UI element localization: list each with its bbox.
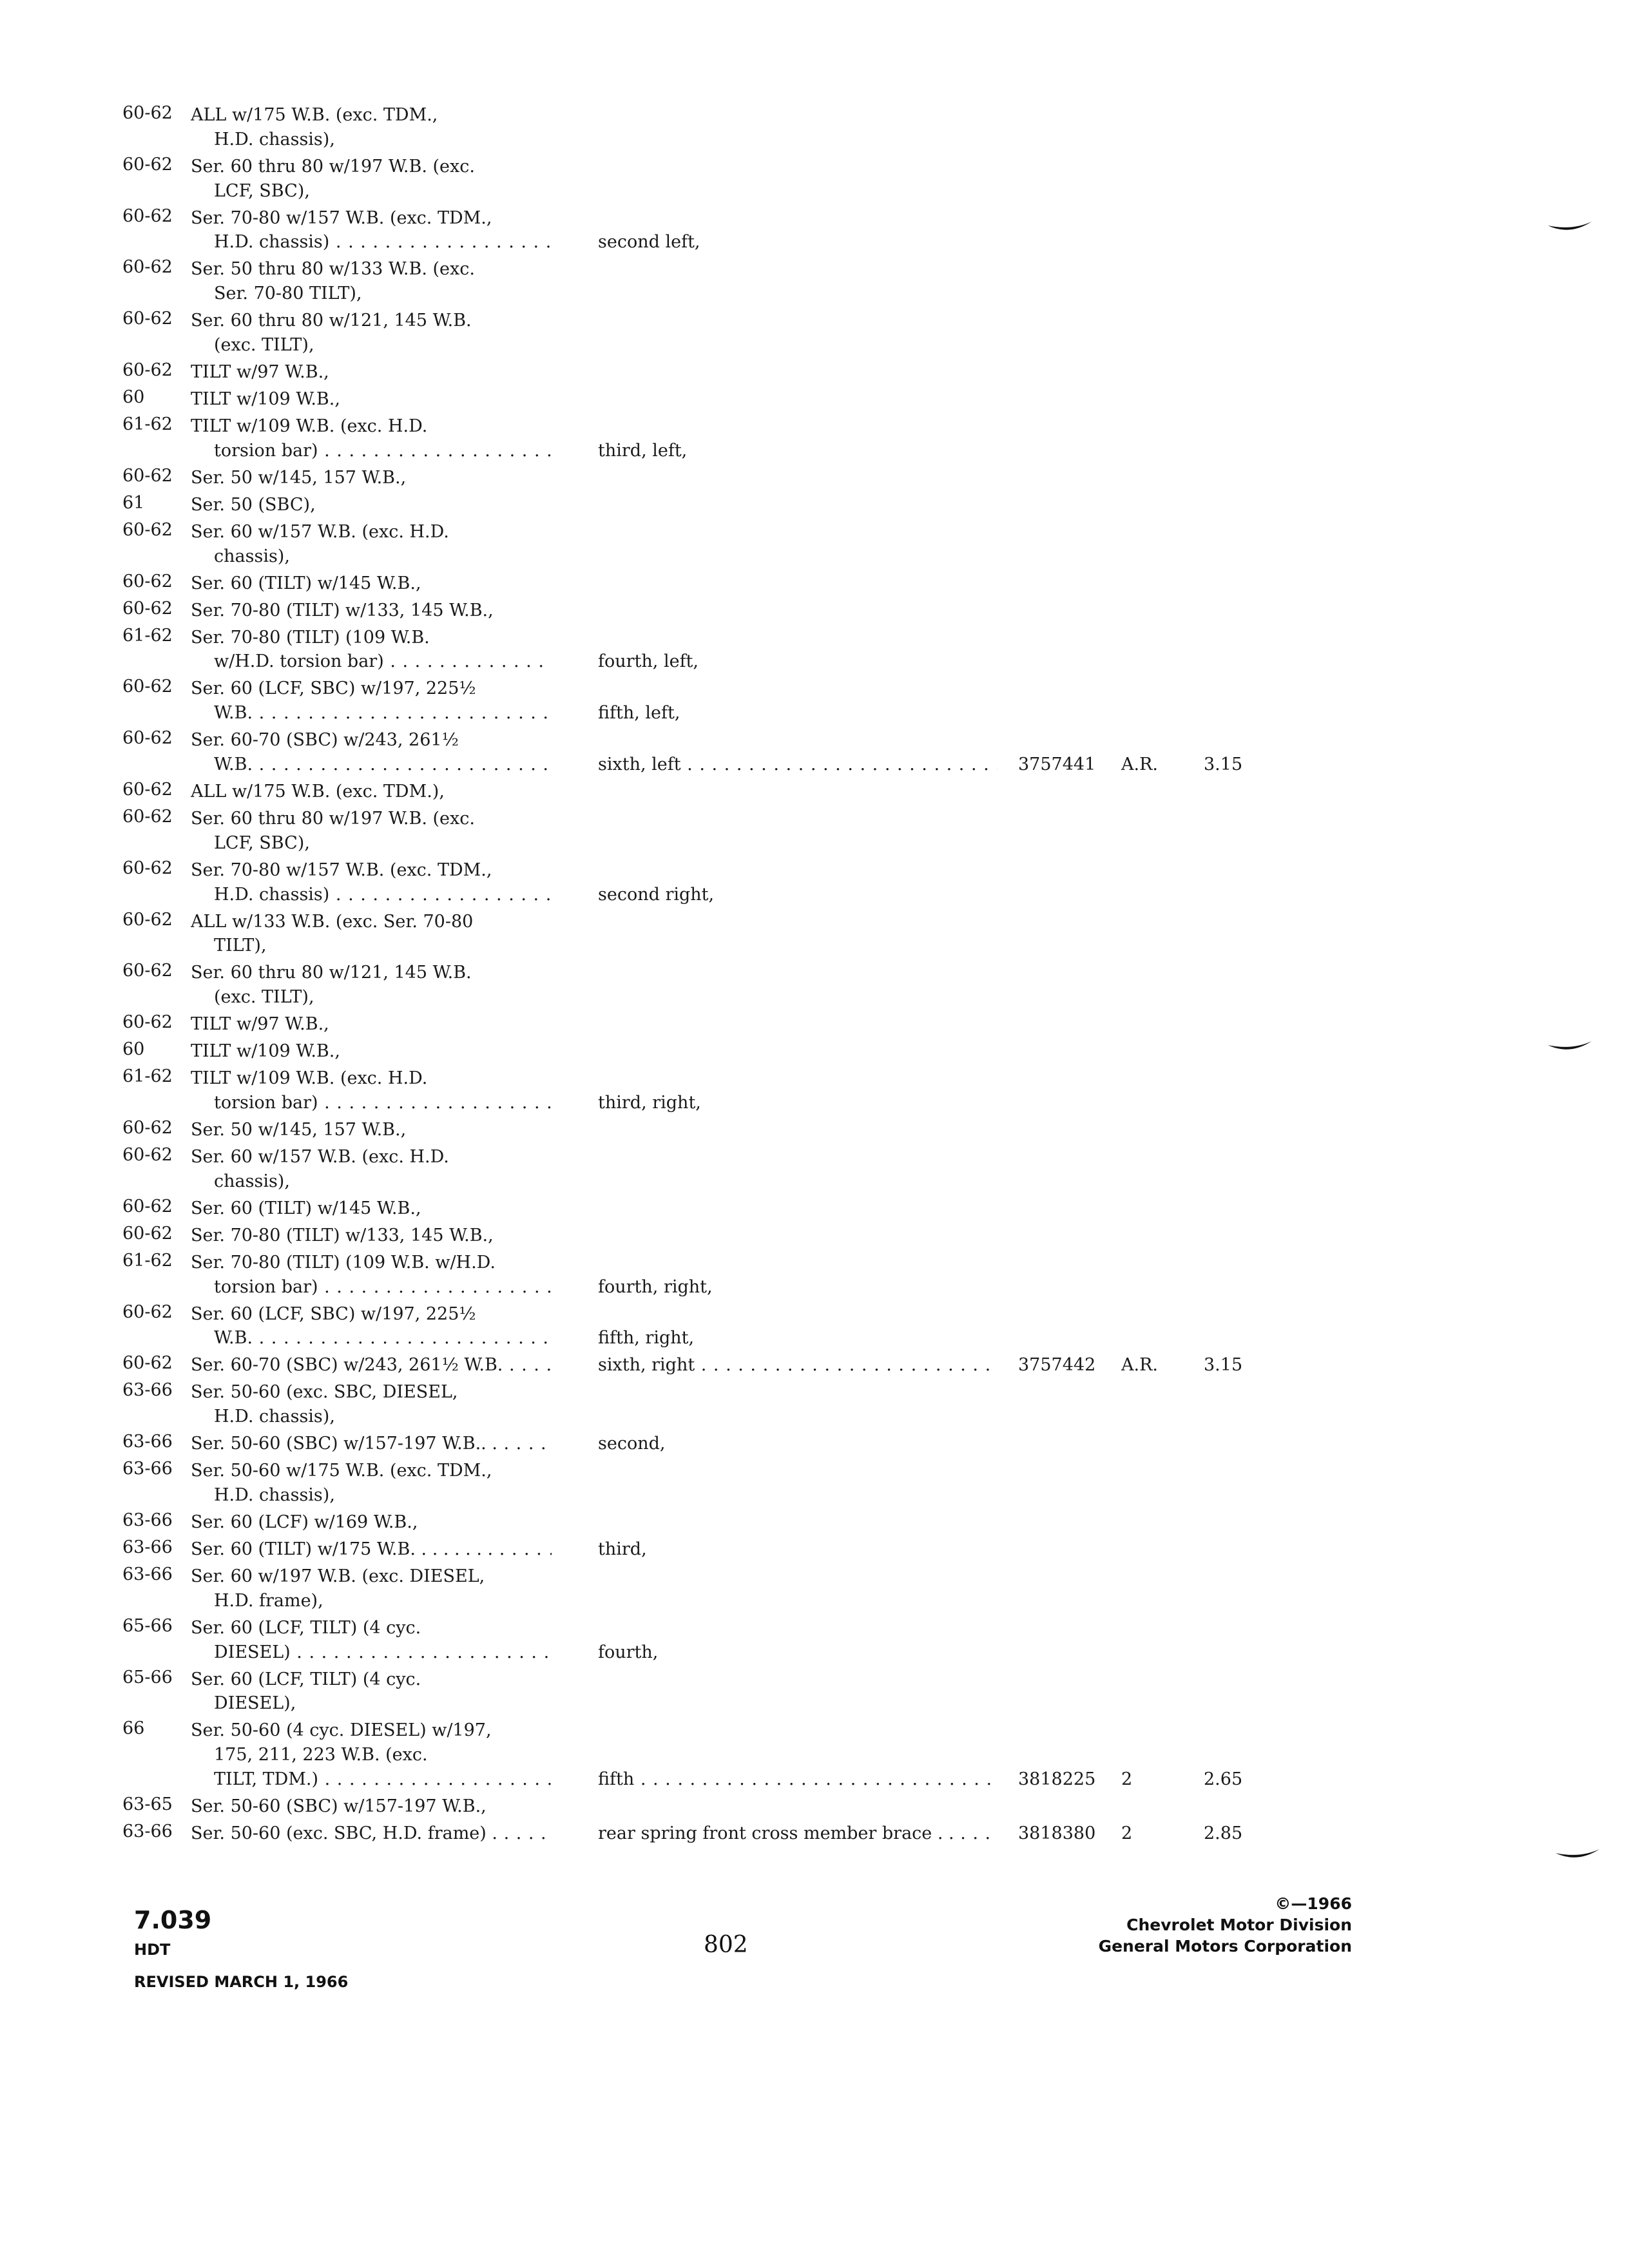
description-line: Ser. 60 thru 80 w/197 W.B. (exc.: [191, 809, 475, 829]
description-line: W.B. . . .: [191, 753, 552, 777]
description-line: Ser. 50-60 (4 cyc. DIESEL) w/197,: [191, 1720, 492, 1741]
copyright-block: [1099, 1893, 1352, 1957]
description-line: ALL w/175 W.B. (exc. TDM.,: [191, 105, 438, 125]
quantity: 2: [1121, 1769, 1133, 1789]
application-description: [191, 103, 552, 152]
application-description: [191, 387, 552, 412]
part-number: 3757441: [1018, 754, 1096, 774]
application-description: [191, 626, 552, 675]
application-description: [191, 257, 552, 306]
model-years: 60-62: [122, 465, 173, 486]
application-description: [191, 1251, 552, 1300]
model-years: 60-62: [122, 1012, 173, 1033]
description-line: TILT w/109 W.B.,: [191, 1041, 340, 1062]
application-description: [191, 677, 552, 726]
model-years: 66: [122, 1718, 145, 1739]
model-years: 63-66: [122, 1564, 173, 1584]
description-line: Ser. 60 (LCF, TILT) (4 cyc.: [191, 1617, 421, 1638]
model-years: 63-66: [122, 1510, 173, 1530]
model-years: 60-62: [122, 103, 173, 123]
application-description: [191, 493, 552, 517]
revision-date: REVISED MARCH 1, 1966: [134, 1973, 349, 1991]
application-description: [191, 910, 552, 959]
model-years: 60-62: [122, 309, 173, 329]
description-line: Ser. 70-80 (TILT) (109 W.B.: [191, 627, 430, 648]
price: 2.65: [1204, 1769, 1243, 1789]
description-line: (exc. TILT),: [214, 334, 314, 355]
description-line: LCF, SBC),: [214, 832, 310, 853]
part-name: fourth, left,: [598, 651, 699, 672]
part-name: second right,: [598, 884, 715, 905]
description-line: H.D. chassis) . . .: [191, 230, 552, 255]
description-line: H.D. chassis) . . .: [191, 883, 552, 907]
description-line: LCF, SBC),: [214, 180, 310, 201]
part-name: rear spring front cross member brace . . . . .: [598, 1821, 998, 1846]
part-name: third,: [598, 1539, 647, 1559]
quantity: 2: [1121, 1823, 1133, 1843]
part-name: third, left,: [598, 440, 688, 461]
model-years: 60: [122, 1039, 145, 1060]
description-line: DIESEL) . . .: [191, 1640, 552, 1665]
corporation-name: General Motors Corporation: [1098, 1937, 1352, 1956]
description-line: Ser. 50-60 (SBC) w/157-197 W.B.,: [191, 1796, 487, 1816]
model-years: 63-66: [122, 1821, 173, 1841]
description-line: ALL w/133 W.B. (exc. Ser. 70-80: [191, 911, 474, 932]
description-line: Ser. 50-60 (exc. SBC, DIESEL,: [191, 1382, 458, 1403]
part-name: sixth, right . . .: [598, 1353, 998, 1378]
model-years: 65-66: [122, 1615, 173, 1636]
model-years: 60-62: [122, 519, 173, 540]
division-name: Chevrolet Motor Division: [1126, 1916, 1352, 1934]
description-line: TILT),: [214, 936, 267, 956]
price: 3.15: [1204, 1355, 1243, 1376]
price: 3.15: [1204, 754, 1243, 774]
application-description: [191, 1224, 552, 1248]
application-description: [191, 1196, 552, 1221]
description-line: Ser. 70-80 w/157 W.B. (exc. TDM.,: [191, 207, 492, 228]
application-description: [191, 466, 552, 490]
description-line: Ser. 60 w/157 W.B. (exc. H.D.: [191, 1147, 449, 1167]
description-line: Ser. 60 w/157 W.B. (exc. H.D.: [191, 521, 449, 542]
copyright-year: ©—1966: [1275, 1894, 1352, 1913]
description-line: Ser. 50-60 (SBC) w/157-197 W.B.. . . . .: [191, 1432, 552, 1456]
description-line: Ser. 50-60 (exc. SBC, H.D. frame) . . . .: [191, 1821, 552, 1846]
description-line: Ser. 70-80 (TILT) (109 W.B. w/H.D.: [191, 1252, 496, 1273]
application-description: [191, 360, 552, 385]
description-line: DIESEL),: [214, 1693, 296, 1714]
model-years: 60-62: [122, 206, 173, 226]
application-description: [191, 1459, 552, 1508]
description-line: Ser. 50 thru 80 w/133 W.B. (exc.: [191, 259, 475, 280]
application-description: [191, 1302, 552, 1351]
application-description: [191, 1066, 552, 1115]
description-line: (exc. TILT),: [214, 987, 314, 1008]
model-years: 60-62: [122, 961, 173, 981]
model-years: 60-62: [122, 1145, 173, 1165]
model-years: 63-66: [122, 1459, 173, 1479]
model-years: 63-66: [122, 1537, 173, 1557]
part-name: third, right,: [598, 1092, 701, 1113]
description-line: Ser. 50 (SBC),: [191, 494, 316, 515]
application-description: [191, 961, 552, 1010]
part-name: fifth, left,: [598, 703, 680, 724]
description-line: Ser. 60 thru 80 w/121, 145 W.B.: [191, 963, 472, 983]
description-line: TILT w/97 W.B.,: [191, 1014, 329, 1035]
model-years: 60-62: [122, 858, 173, 878]
section-code: HDT: [134, 1941, 171, 1959]
description-line: Ser. 60 thru 80 w/197 W.B. (exc.: [191, 156, 475, 177]
model-years: 63-65: [122, 1794, 173, 1814]
description-line: H.D. chassis),: [214, 1407, 335, 1427]
description-line: TILT w/109 W.B. (exc. H.D.: [191, 416, 428, 436]
description-line: Ser. 70-80 (TILT) w/133, 145 W.B.,: [191, 1225, 494, 1245]
description-line: Ser. 60-70 (SBC) w/243, 261½: [191, 730, 459, 751]
model-years: 61-62: [122, 1250, 173, 1271]
description-line: Ser. 70-80 w/157 W.B. (exc. TDM.,: [191, 860, 492, 880]
model-years: 60-62: [122, 154, 173, 175]
description-line: Ser. 60 thru 80 w/121, 145 W.B.: [191, 311, 472, 331]
model-years: 61: [122, 492, 145, 513]
description-line: Ser. 50-60 w/175 W.B. (exc. TDM.,: [191, 1461, 492, 1481]
description-line: Ser. 60 (TILT) w/145 W.B.,: [191, 1198, 421, 1218]
description-line: Ser. 60 (LCF, SBC) w/197, 225½: [191, 678, 476, 699]
description-line: Ser. 60 (LCF, TILT) (4 cyc.: [191, 1669, 421, 1689]
application-description: [191, 414, 552, 463]
quantity: A.R.: [1121, 1355, 1158, 1376]
part-number: 3818225: [1018, 1769, 1096, 1789]
description-line: TILT w/97 W.B.,: [191, 362, 329, 382]
binder-hole-mark: [1547, 1039, 1593, 1055]
model-years: 60-62: [122, 1196, 173, 1216]
part-number: 3818380: [1018, 1823, 1096, 1843]
application-description: [191, 1510, 552, 1535]
model-years: 60-62: [122, 257, 173, 278]
description-line: Ser. 60 (LCF, SBC) w/197, 225½: [191, 1303, 476, 1324]
model-years: 60-62: [122, 1223, 173, 1244]
model-years: 61-62: [122, 414, 173, 434]
application-description: [191, 1718, 552, 1791]
part-name: second,: [598, 1434, 666, 1454]
model-years: 60-62: [122, 677, 173, 697]
model-years: 60-62: [122, 780, 173, 800]
application-description: [191, 1432, 552, 1456]
description-line: 175, 211, 223 W.B. (exc.: [214, 1745, 428, 1765]
description-line: Ser. 60 (TILT) w/145 W.B.,: [191, 573, 421, 593]
model-years: 60-62: [122, 598, 173, 619]
application-description: [191, 1794, 552, 1819]
application-description: [191, 1118, 552, 1142]
page-number: 802: [704, 1932, 748, 1958]
description-line: TILT, TDM.) . . .: [191, 1767, 552, 1792]
application-description: [191, 1667, 552, 1716]
application-description: [191, 1564, 552, 1613]
model-years: 63-66: [122, 1380, 173, 1401]
application-description: [191, 155, 552, 204]
description-line: TILT w/109 W.B. (exc. H.D.: [191, 1068, 428, 1089]
description-line: Ser. 60 (LCF) w/169 W.B.,: [191, 1512, 418, 1532]
binder-hole-mark: [1547, 219, 1593, 236]
application-description: [191, 858, 552, 907]
model-years: 60-62: [122, 1353, 173, 1374]
description-line: Ser. 50 w/145, 157 W.B.,: [191, 467, 407, 488]
description-line: w/H.D. torsion bar) . . .: [191, 649, 552, 674]
section-number: 7.039: [134, 1906, 212, 1934]
part-name: fifth . . .: [598, 1767, 998, 1792]
model-years: 63-66: [122, 1432, 173, 1452]
description-line: Ser. 60-70 (SBC) w/243, 261½ W.B. . . .: [191, 1353, 552, 1378]
part-name: sixth, left . . .: [598, 753, 998, 777]
description-line: H.D. chassis),: [214, 1485, 335, 1505]
description-line: torsion bar) . . .: [191, 1275, 552, 1300]
description-line: Ser. 70-80 (TILT) w/133, 145 W.B.,: [191, 600, 494, 620]
part-name: second left,: [598, 232, 700, 253]
application-description: [191, 599, 552, 623]
quantity: A.R.: [1121, 754, 1158, 774]
description-line: torsion bar) . . .: [191, 1091, 552, 1115]
model-years: 60-62: [122, 909, 173, 930]
description-line: torsion bar) . . .: [191, 439, 552, 463]
application-description: [191, 728, 552, 777]
description-line: Ser. 60 w/197 W.B. (exc. DIESEL,: [191, 1566, 485, 1586]
application-description: [191, 1616, 552, 1665]
application-description: [191, 206, 552, 255]
model-years: 60-62: [122, 807, 173, 827]
binder-hole-mark: [1554, 1847, 1601, 1863]
description-line: ALL w/175 W.B. (exc. TDM.),: [191, 782, 445, 802]
application-description: [191, 1380, 552, 1429]
application-description: [191, 1353, 552, 1378]
model-years: 60-62: [122, 360, 173, 380]
application-description: [191, 1537, 552, 1562]
model-years: 60-62: [122, 1302, 173, 1322]
model-years: 60-62: [122, 571, 173, 591]
description-line: Ser. 60 (TILT) w/175 W.B. . . . . . . . . . .: [191, 1537, 552, 1562]
description-line: chassis),: [214, 546, 290, 566]
application-description: [191, 780, 552, 804]
part-name: fifth, right,: [598, 1328, 695, 1349]
application-description: [191, 1039, 552, 1064]
model-years: 65-66: [122, 1667, 173, 1687]
description-line: H.D. chassis),: [214, 129, 335, 149]
model-years: 61-62: [122, 1066, 173, 1087]
model-years: 60: [122, 387, 145, 407]
description-line: W.B. . . .: [191, 1326, 552, 1350]
application-description: [191, 1821, 552, 1846]
description-line: H.D. frame),: [214, 1590, 323, 1611]
description-line: Ser. 50 w/145, 157 W.B.,: [191, 1120, 407, 1140]
part-name: fourth, right,: [598, 1276, 713, 1297]
model-years: 60-62: [122, 1118, 173, 1138]
application-description: [191, 309, 552, 358]
description-line: TILT w/109 W.B.,: [191, 389, 340, 409]
model-years: 61-62: [122, 625, 173, 646]
model-years: 60-62: [122, 728, 173, 749]
application-description: [191, 572, 552, 596]
application-description: [191, 1145, 552, 1194]
application-description: [191, 520, 552, 569]
price: 2.85: [1204, 1823, 1243, 1843]
description-line: Ser. 70-80 TILT),: [214, 284, 362, 304]
part-name: fourth,: [598, 1642, 659, 1662]
part-number: 3757442: [1018, 1355, 1096, 1376]
application-description: [191, 807, 552, 856]
application-description: [191, 1012, 552, 1037]
description-line: W.B. . . .: [191, 701, 552, 726]
description-line: chassis),: [214, 1171, 290, 1191]
